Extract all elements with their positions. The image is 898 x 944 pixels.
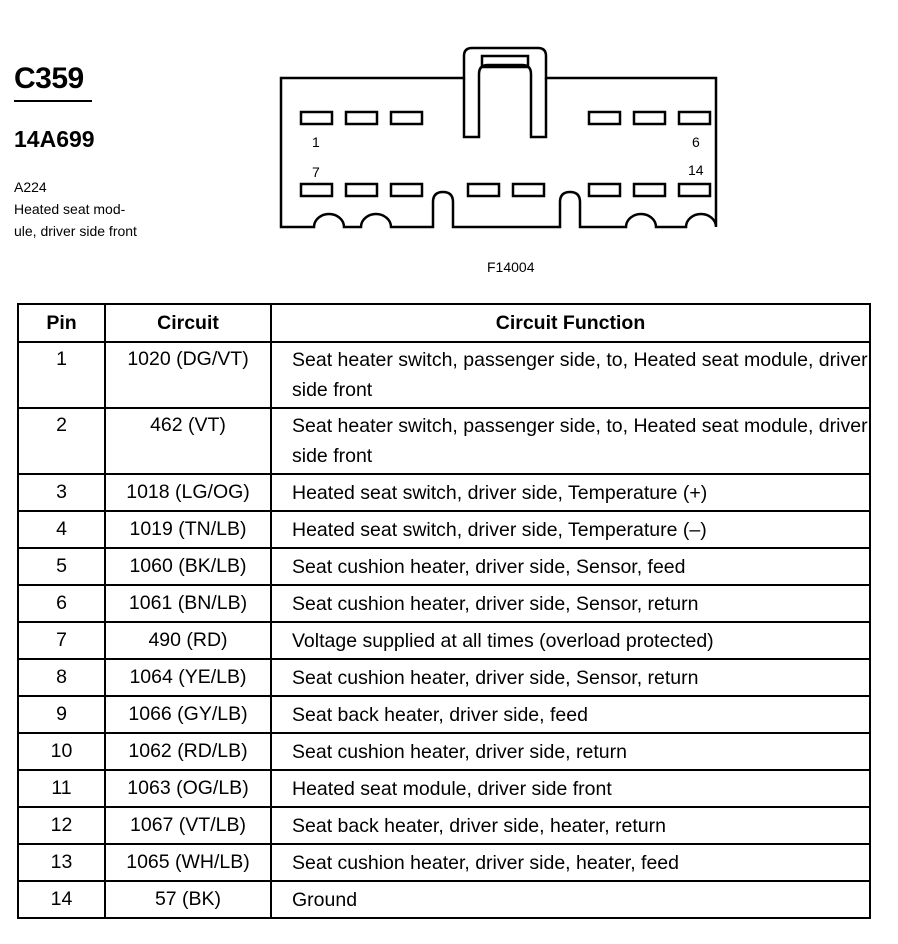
part-number: 14A699 <box>14 126 95 152</box>
table-row <box>18 622 870 659</box>
pin-slot-5 <box>634 112 665 124</box>
pin-label-14: 14 <box>688 162 704 178</box>
function-cell: Seat heater switch, passenger side, to, Heated seat module, driver side front <box>271 342 870 408</box>
circuit-cell: 1019 (TN/LB) <box>105 511 271 548</box>
table-row <box>18 659 870 696</box>
circuit-cell: 1020 (DG/VT) <box>105 342 271 408</box>
pin-slot-10 <box>468 184 499 196</box>
table-row <box>18 511 870 548</box>
pin-slot-7 <box>301 184 332 196</box>
header-circuit: Circuit <box>105 304 271 342</box>
pin-cell: 10 <box>18 733 105 770</box>
table-row <box>18 408 870 474</box>
pin-slot-12 <box>589 184 620 196</box>
function-cell: Heated seat switch, driver side, Temperature (–) <box>271 511 870 548</box>
pin-table <box>17 303 871 919</box>
table-row <box>18 807 870 844</box>
connector-id-underline <box>14 100 92 102</box>
circuit-cell: 57 (BK) <box>105 881 271 918</box>
figure-id: F14004 <box>487 259 535 275</box>
function-cell: Seat cushion heater, driver side, return <box>271 733 870 770</box>
connector-face-diagram <box>276 44 726 244</box>
function-cell: Seat back heater, driver side, heater, return <box>271 807 870 844</box>
table-row <box>18 844 870 881</box>
pin-label-7: 7 <box>312 164 320 180</box>
function-cell: Seat cushion heater, driver side, Sensor, return <box>271 659 870 696</box>
table-row <box>18 770 870 807</box>
circuit-cell: 490 (RD) <box>105 622 271 659</box>
table-row <box>18 585 870 622</box>
pin-slot-4 <box>589 112 620 124</box>
pin-cell: 7 <box>18 622 105 659</box>
circuit-cell: 1063 (OG/LB) <box>105 770 271 807</box>
circuit-cell: 1064 (YE/LB) <box>105 659 271 696</box>
pin-slot-8 <box>346 184 377 196</box>
function-cell: Heated seat module, driver side front <box>271 770 870 807</box>
pin-cell: 11 <box>18 770 105 807</box>
pin-cell: 1 <box>18 342 105 408</box>
circuit-cell: 1065 (WH/LB) <box>105 844 271 881</box>
pin-slot-11 <box>513 184 544 196</box>
circuit-cell: 1062 (RD/LB) <box>105 733 271 770</box>
circuit-cell: 1060 (BK/LB) <box>105 548 271 585</box>
circuit-cell: 1061 (BN/LB) <box>105 585 271 622</box>
function-cell: Seat heater switch, passenger side, to, Heated seat module, driver side front <box>271 408 870 474</box>
circuit-cell: 462 (VT) <box>105 408 271 474</box>
pin-label-6: 6 <box>692 134 700 150</box>
pin-cell: 12 <box>18 807 105 844</box>
description-line-1: Heated seat mod- <box>14 201 126 217</box>
table-row <box>18 733 870 770</box>
component-description <box>14 176 137 242</box>
header-function: Circuit Function <box>271 304 870 342</box>
pin-slot-13 <box>634 184 665 196</box>
pin-cell: 4 <box>18 511 105 548</box>
pin-cell: 5 <box>18 548 105 585</box>
description-line-2: ule, driver side front <box>14 223 137 239</box>
function-cell: Heated seat switch, driver side, Temperature (+) <box>271 474 870 511</box>
circuit-cell: 1018 (LG/OG) <box>105 474 271 511</box>
function-cell: Seat back heater, driver side, feed <box>271 696 870 733</box>
pin-cell: 13 <box>18 844 105 881</box>
pin-slot-3 <box>391 112 422 124</box>
function-cell: Seat cushion heater, driver side, Sensor, return <box>271 585 870 622</box>
table-row <box>18 548 870 585</box>
circuit-cell: 1067 (VT/LB) <box>105 807 271 844</box>
pin-cell: 8 <box>18 659 105 696</box>
pin-slot-9 <box>391 184 422 196</box>
table-header-row <box>18 304 870 342</box>
pin-cell: 3 <box>18 474 105 511</box>
pin-label-1: 1 <box>312 134 320 150</box>
circuit-cell: 1066 (GY/LB) <box>105 696 271 733</box>
function-cell: Seat cushion heater, driver side, heater, feed <box>271 844 870 881</box>
table-row <box>18 474 870 511</box>
connector-id: C359 <box>14 62 84 95</box>
table-row <box>18 696 870 733</box>
function-cell: Seat cushion heater, driver side, Sensor, feed <box>271 548 870 585</box>
component-ref: A224 <box>14 179 47 195</box>
header-pin: Pin <box>18 304 105 342</box>
table-row <box>18 881 870 918</box>
pin-slot-14 <box>679 184 710 196</box>
pin-cell: 2 <box>18 408 105 474</box>
table-row <box>18 342 870 408</box>
latch <box>464 65 546 137</box>
pin-cell: 14 <box>18 881 105 918</box>
connector-outline <box>281 48 716 227</box>
pin-cell: 9 <box>18 696 105 733</box>
function-cell: Ground <box>271 881 870 918</box>
function-cell: Voltage supplied at all times (overload protected) <box>271 622 870 659</box>
pin-slot-6 <box>679 112 710 124</box>
pin-cell: 6 <box>18 585 105 622</box>
pin-slot-1 <box>301 112 332 124</box>
pin-slot-2 <box>346 112 377 124</box>
